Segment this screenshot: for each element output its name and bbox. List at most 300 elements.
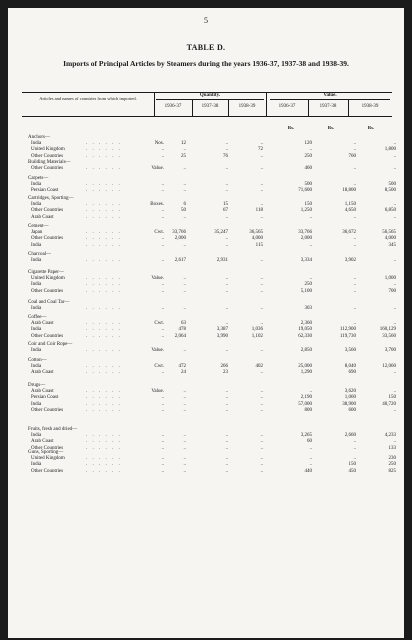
year-header: 1938-39 <box>238 104 256 109</box>
country-name: India <box>31 348 42 354</box>
quantity-cell: .. <box>225 306 228 312</box>
quantity-cell: .. <box>225 282 228 288</box>
value-cell: .. <box>393 407 396 413</box>
quantity-cell: .. <box>225 288 228 294</box>
quantity-cell: .. <box>225 445 228 451</box>
country-name: India <box>31 282 42 288</box>
article-name: Cotton— <box>28 358 47 363</box>
value-cell: 56,565 <box>382 230 396 236</box>
dot-leader: . . . . . . <box>86 321 122 327</box>
quantity-cell: .. <box>225 236 228 242</box>
value-cell: 1,800 <box>384 147 396 153</box>
value-cell: 33,560 <box>382 333 396 339</box>
country-name: Other Countries <box>31 333 64 339</box>
article-group <box>28 342 398 354</box>
article-name: Cement— <box>28 224 49 229</box>
quantity-cell: .. <box>225 188 228 194</box>
quantity-cell: .. <box>260 370 263 376</box>
value-cell: 1,290 <box>300 370 312 376</box>
quantity-header: Quantity. <box>199 93 221 98</box>
value-cell: 3,700 <box>384 348 396 354</box>
dot-leader: . . . . . . <box>86 327 122 333</box>
quantity-cell: .. <box>260 276 263 282</box>
quantity-cell: 3,387 <box>216 327 228 333</box>
quantity-cell: 118 <box>255 208 263 214</box>
unit-cell: Value. <box>151 166 164 172</box>
value-cell: .. <box>309 276 312 282</box>
quantity-cell: .. <box>260 141 263 147</box>
value-cell: 40,720 <box>382 401 396 407</box>
value-cell: 18,800 <box>342 188 356 194</box>
dot-leader: . . . . . . <box>86 258 122 264</box>
quantity-cell: .. <box>183 282 186 288</box>
quantity-cell: .. <box>225 276 228 282</box>
value-cell: 19,050 <box>298 327 312 333</box>
dot-leader: . . . . . . <box>86 364 122 370</box>
value-cell: 2,660 <box>344 433 356 439</box>
dot-leader: . . . . . . <box>86 395 122 401</box>
quantity-cell: .. <box>183 214 186 220</box>
value-cell: .. <box>393 141 396 147</box>
quantity-cell: 478 <box>178 327 186 333</box>
dot-leader: . . . . . . <box>86 433 122 439</box>
value-cell: .. <box>353 276 356 282</box>
value-cell: 150 <box>388 395 396 401</box>
article-group <box>28 135 398 160</box>
quantity-cell: .. <box>225 407 228 413</box>
quantity-cell: 76 <box>223 153 228 159</box>
table-row <box>28 258 398 264</box>
unit-cell: Cwt. <box>154 230 164 236</box>
article-name: Cigarette Paper— <box>28 270 64 275</box>
dot-leader: . . . . . . <box>86 147 122 153</box>
country-name: United Kingdom <box>31 456 65 462</box>
quantity-cell: .. <box>260 288 263 294</box>
unit-cell: .. <box>161 439 164 445</box>
value-cell: 303 <box>304 306 312 312</box>
unit-cell: .. <box>161 208 164 214</box>
article-name: Charcoal— <box>28 252 52 257</box>
value-cell: .. <box>393 153 396 159</box>
quantity-cell: 1,036 <box>251 327 263 333</box>
value-cell: 5,100 <box>300 288 312 294</box>
article-group <box>28 160 398 172</box>
year-header: 1936-37 <box>164 104 182 109</box>
article-group <box>28 176 398 195</box>
unit-cell: Value. <box>151 389 164 395</box>
country-name: India <box>31 242 42 248</box>
dot-leader: . . . . . . <box>86 348 122 354</box>
value-cell: .. <box>353 147 356 153</box>
article-group <box>28 315 398 340</box>
currency-unit: Rs. <box>367 125 375 130</box>
quantity-cell: .. <box>183 395 186 401</box>
dot-leader: . . . . . . <box>86 401 122 407</box>
quantity-cell: .. <box>225 242 228 248</box>
value-cell: .. <box>353 166 356 172</box>
quantity-cell: .. <box>183 288 186 294</box>
unit-cell: .. <box>161 147 164 153</box>
article-group <box>28 300 398 312</box>
value-cell: .. <box>353 456 356 462</box>
dot-leader: . . . . . . <box>86 202 122 208</box>
country-name: United Kingdom <box>31 276 65 282</box>
unit-cell: .. <box>161 306 164 312</box>
value-cell: 119,730 <box>339 333 356 339</box>
value-cell: 38,900 <box>342 401 356 407</box>
value-header: Value. <box>323 93 337 98</box>
country-name: India <box>31 327 42 333</box>
quantity-cell: 24 <box>181 370 186 376</box>
value-cell: .. <box>393 439 396 445</box>
quantity-cell: .. <box>183 433 186 439</box>
value-cell: .. <box>393 306 396 312</box>
page-number: 5 <box>204 16 208 25</box>
year-header: 1937-38 <box>319 104 337 109</box>
unit-cell: .. <box>161 407 164 413</box>
unit-cell: .. <box>161 188 164 194</box>
country-name: India <box>31 364 42 370</box>
year-header: 1936-37 <box>278 104 296 109</box>
quantity-cell: .. <box>225 389 228 395</box>
unit-cell: .. <box>161 468 164 474</box>
quantity-cell: .. <box>260 407 263 413</box>
quantity-cell: .. <box>260 433 263 439</box>
quantity-cell: .. <box>260 462 263 468</box>
country-name: India <box>31 202 42 208</box>
value-cell: 2,850 <box>300 348 312 354</box>
quantity-cell: 25 <box>181 153 186 159</box>
unit-cell: .. <box>161 242 164 248</box>
country-name: India <box>31 306 42 312</box>
value-cell: 2,360 <box>300 321 312 327</box>
value-cell: 62,330 <box>298 333 312 339</box>
quantity-cell: .. <box>183 389 186 395</box>
quantity-cell: .. <box>225 348 228 354</box>
quantity-cell: .. <box>183 276 186 282</box>
quantity-cell: 2,064 <box>174 333 186 339</box>
dot-leader: . . . . . . <box>86 370 122 376</box>
dot-leader: . . . . . . <box>86 445 122 451</box>
value-cell: 160,129 <box>379 327 396 333</box>
country-name: Arab Coast <box>31 439 54 445</box>
country-name: India <box>31 258 42 264</box>
country-name: Arab Coast <box>31 214 54 220</box>
country-name: Arab Coast <box>31 370 54 376</box>
country-name: Other Countries <box>31 468 64 474</box>
value-cell: 250 <box>304 282 312 288</box>
quantity-cell: .. <box>260 166 263 172</box>
article-name: Coal and Coal Tar— <box>28 300 70 305</box>
country-name: India <box>31 462 42 468</box>
quantity-cell: 115 <box>255 242 263 248</box>
value-cell: 8,040 <box>344 364 356 370</box>
quantity-cell: .. <box>260 348 263 354</box>
value-cell: .. <box>309 147 312 153</box>
quantity-cell: .. <box>260 182 263 188</box>
quantity-cell: .. <box>260 321 263 327</box>
quantity-cell: .. <box>183 439 186 445</box>
value-cell: 57,000 <box>298 401 312 407</box>
value-cell: 3,560 <box>344 348 356 354</box>
unit-cell: .. <box>161 433 164 439</box>
value-cell: 700 <box>388 288 396 294</box>
value-cell: .. <box>309 214 312 220</box>
value-cell: .. <box>353 306 356 312</box>
country-name: Persian Coast <box>31 188 59 194</box>
value-cell: 1,060 <box>344 395 356 401</box>
currency-unit: Rs. <box>327 125 335 130</box>
quantity-cell: .. <box>260 395 263 401</box>
unit-cell: Cwt. <box>154 364 164 370</box>
quantity-cell: .. <box>225 166 228 172</box>
dot-leader: . . . . . . <box>86 276 122 282</box>
quantity-cell: 2,000 <box>174 236 186 242</box>
quantity-cell: .. <box>183 462 186 468</box>
value-cell: 3,265 <box>300 433 312 439</box>
value-cell: .. <box>393 166 396 172</box>
quantity-cell: .. <box>183 306 186 312</box>
value-cell: 1,150 <box>344 202 356 208</box>
quantity-cell: .. <box>260 445 263 451</box>
country-name: Other Countries <box>31 445 64 451</box>
value-cell: 345 <box>388 242 396 248</box>
unit-cell: .. <box>161 182 164 188</box>
dot-leader: . . . . . . <box>86 456 122 462</box>
table-row <box>28 348 398 354</box>
dot-leader: . . . . . . <box>86 214 122 220</box>
article-group <box>28 358 398 377</box>
quantity-cell: .. <box>225 395 228 401</box>
quantity-underline <box>156 99 264 100</box>
table-row <box>28 154 398 160</box>
quantity-cell: 35,247 <box>214 230 228 236</box>
table-row <box>28 370 398 376</box>
quantity-cell: 3,990 <box>216 333 228 339</box>
article-name: Building Materials— <box>28 160 71 165</box>
dot-leader: . . . . . . <box>86 282 122 288</box>
table-row <box>28 306 398 312</box>
quantity-cell: .. <box>260 153 263 159</box>
quantity-cell: .. <box>260 202 263 208</box>
unit-cell: .. <box>161 153 164 159</box>
dot-leader: . . . . . . <box>86 468 122 474</box>
quantity-cell: 15 <box>223 202 228 208</box>
dot-leader: . . . . . . <box>86 462 122 468</box>
quantity-cell: 23 <box>223 370 228 376</box>
value-cell: .. <box>309 462 312 468</box>
header-bottom-rule <box>22 116 392 117</box>
dot-leader: . . . . . . <box>86 439 122 445</box>
country-name: Other Countries <box>31 208 64 214</box>
quantity-cell: 67 <box>223 208 228 214</box>
quantity-cell: 6 <box>183 202 186 208</box>
quantity-cell: .. <box>225 468 228 474</box>
value-cell: 500 <box>388 182 396 188</box>
value-cell: 450 <box>348 468 356 474</box>
unit-cell: .. <box>161 288 164 294</box>
table-name: TABLE D. <box>186 43 226 52</box>
value-cell: 2,190 <box>300 395 312 401</box>
quantity-cell: 33,766 <box>172 230 186 236</box>
country-name: Persian Coast <box>31 395 59 401</box>
value-cell: 3,902 <box>344 258 356 264</box>
value-cell: .. <box>393 202 396 208</box>
quantity-cell: .. <box>225 141 228 147</box>
value-cell: .. <box>353 182 356 188</box>
country-name: Other Countries <box>31 166 64 172</box>
quantity-cell: .. <box>183 456 186 462</box>
value-cell: 3,620 <box>344 389 356 395</box>
table-row <box>28 215 398 221</box>
dot-leader: . . . . . . <box>86 153 122 159</box>
table-row <box>28 188 398 194</box>
quantity-cell: 402 <box>255 364 263 370</box>
unit-cell: .. <box>161 456 164 462</box>
article-group <box>28 427 398 452</box>
dot-leader: . . . . . . <box>86 208 122 214</box>
year-header: 1937-38 <box>201 104 219 109</box>
quantity-cell: .. <box>225 439 228 445</box>
quantity-cell: .. <box>183 401 186 407</box>
dot-leader: . . . . . . <box>86 141 122 147</box>
value-cell: 1,000 <box>384 276 396 282</box>
value-cell: 150 <box>348 462 356 468</box>
value-cell: 4,650 <box>344 208 356 214</box>
dot-leader: . . . . . . <box>86 230 122 236</box>
value-cell: .. <box>353 282 356 288</box>
dot-leader: . . . . . . <box>86 407 122 413</box>
value-cell: 230 <box>388 456 396 462</box>
value-cell: 33,766 <box>298 230 312 236</box>
unit-cell: Boxes. <box>150 202 164 208</box>
value-cell: 690 <box>348 370 356 376</box>
unit-cell: .. <box>161 395 164 401</box>
value-cell: .. <box>309 389 312 395</box>
value-cell: 112,900 <box>339 327 356 333</box>
table-row <box>28 243 398 249</box>
quantity-cell: .. <box>183 407 186 413</box>
unit-cell: Nos. <box>154 141 164 147</box>
value-cell: 2,000 <box>300 236 312 242</box>
article-name: Guns, Sporting— <box>28 450 64 455</box>
country-name: Other Countries <box>31 407 64 413</box>
quantity-cell: .. <box>225 321 228 327</box>
value-cell: .. <box>393 258 396 264</box>
article-group <box>28 196 398 221</box>
value-cell: 600 <box>348 407 356 413</box>
quantity-cell: .. <box>183 445 186 451</box>
value-cell: 36,672 <box>342 230 356 236</box>
dot-leader: . . . . . . <box>86 288 122 294</box>
article-group <box>28 450 398 475</box>
quantity-cell: 63 <box>181 321 186 327</box>
article-name: Coffee— <box>28 315 47 320</box>
quantity-cell: 50 <box>181 208 186 214</box>
quantity-cell: 472 <box>178 364 186 370</box>
article-name: Cartridges, Sporting— <box>28 196 74 201</box>
value-underline <box>270 99 390 100</box>
dot-leader: . . . . . . <box>86 236 122 242</box>
article-group <box>28 224 398 249</box>
value-cell: 250 <box>304 153 312 159</box>
quantity-cell: .. <box>260 214 263 220</box>
country-name: Other Countries <box>31 288 64 294</box>
article-group <box>28 383 398 414</box>
value-cell: 120 <box>304 141 312 147</box>
quantity-cell: .. <box>183 188 186 194</box>
value-cell: .. <box>309 456 312 462</box>
quantity-cell: .. <box>260 258 263 264</box>
value-cell: .. <box>353 141 356 147</box>
value-cell: 25,000 <box>298 364 312 370</box>
country-name: India <box>31 182 42 188</box>
value-cell: 150 <box>304 202 312 208</box>
value-cell: 3,334 <box>300 258 312 264</box>
table-row <box>28 408 398 414</box>
quantity-cell: .. <box>260 439 263 445</box>
unit-cell: .. <box>161 401 164 407</box>
dot-leader: . . . . . . <box>86 389 122 395</box>
country-name: Arab Coast <box>31 321 54 327</box>
value-cell: 800 <box>304 407 312 413</box>
article-name: Fruits, fresh and dried— <box>28 427 78 432</box>
unit-cell: Value. <box>151 276 164 282</box>
value-cell: .. <box>393 282 396 288</box>
value-cell: 4,233 <box>384 433 396 439</box>
value-cell: .. <box>393 321 396 327</box>
value-cell: 460 <box>304 166 312 172</box>
table-title: Imports of Principal Articles by Steamers during the years 1936-37, 1937-38 and 1938-39. <box>63 59 349 68</box>
dot-leader: . . . . . . <box>86 333 122 339</box>
value-cell: .. <box>393 389 396 395</box>
unit-cell: .. <box>161 282 164 288</box>
quantity-cell: 12 <box>181 141 186 147</box>
table-row <box>28 334 398 340</box>
quantity-cell: .. <box>260 401 263 407</box>
article-group <box>28 270 398 295</box>
country-name: Arab Coast <box>31 389 54 395</box>
quantity-cell: .. <box>260 468 263 474</box>
unit-cell: .. <box>161 333 164 339</box>
value-cell: 760 <box>348 153 356 159</box>
value-cell: .. <box>353 288 356 294</box>
unit-cell: .. <box>161 462 164 468</box>
value-cell: .. <box>353 321 356 327</box>
quantity-cell: 4,000 <box>251 236 263 242</box>
quantity-cell: .. <box>225 182 228 188</box>
country-name: Japan <box>31 230 43 236</box>
value-cell: 500 <box>304 182 312 188</box>
value-cell: 825 <box>388 468 396 474</box>
article-group <box>28 252 398 264</box>
value-cell: 250 <box>388 462 396 468</box>
value-cell: 71,600 <box>298 188 312 194</box>
unit-cell: Value. <box>151 348 164 354</box>
value-cell: .. <box>393 370 396 376</box>
unit-cell: .. <box>161 214 164 220</box>
quantity-cell: .. <box>260 389 263 395</box>
value-cell: 1,250 <box>300 208 312 214</box>
unit-cell: .. <box>161 370 164 376</box>
value-cell: 8,500 <box>384 188 396 194</box>
quantity-cell: .. <box>225 214 228 220</box>
quantity-cell: .. <box>260 188 263 194</box>
value-cell: .. <box>309 445 312 451</box>
quantity-cell: .. <box>183 147 186 153</box>
value-cell: .. <box>353 214 356 220</box>
quantity-cell: .. <box>260 306 263 312</box>
